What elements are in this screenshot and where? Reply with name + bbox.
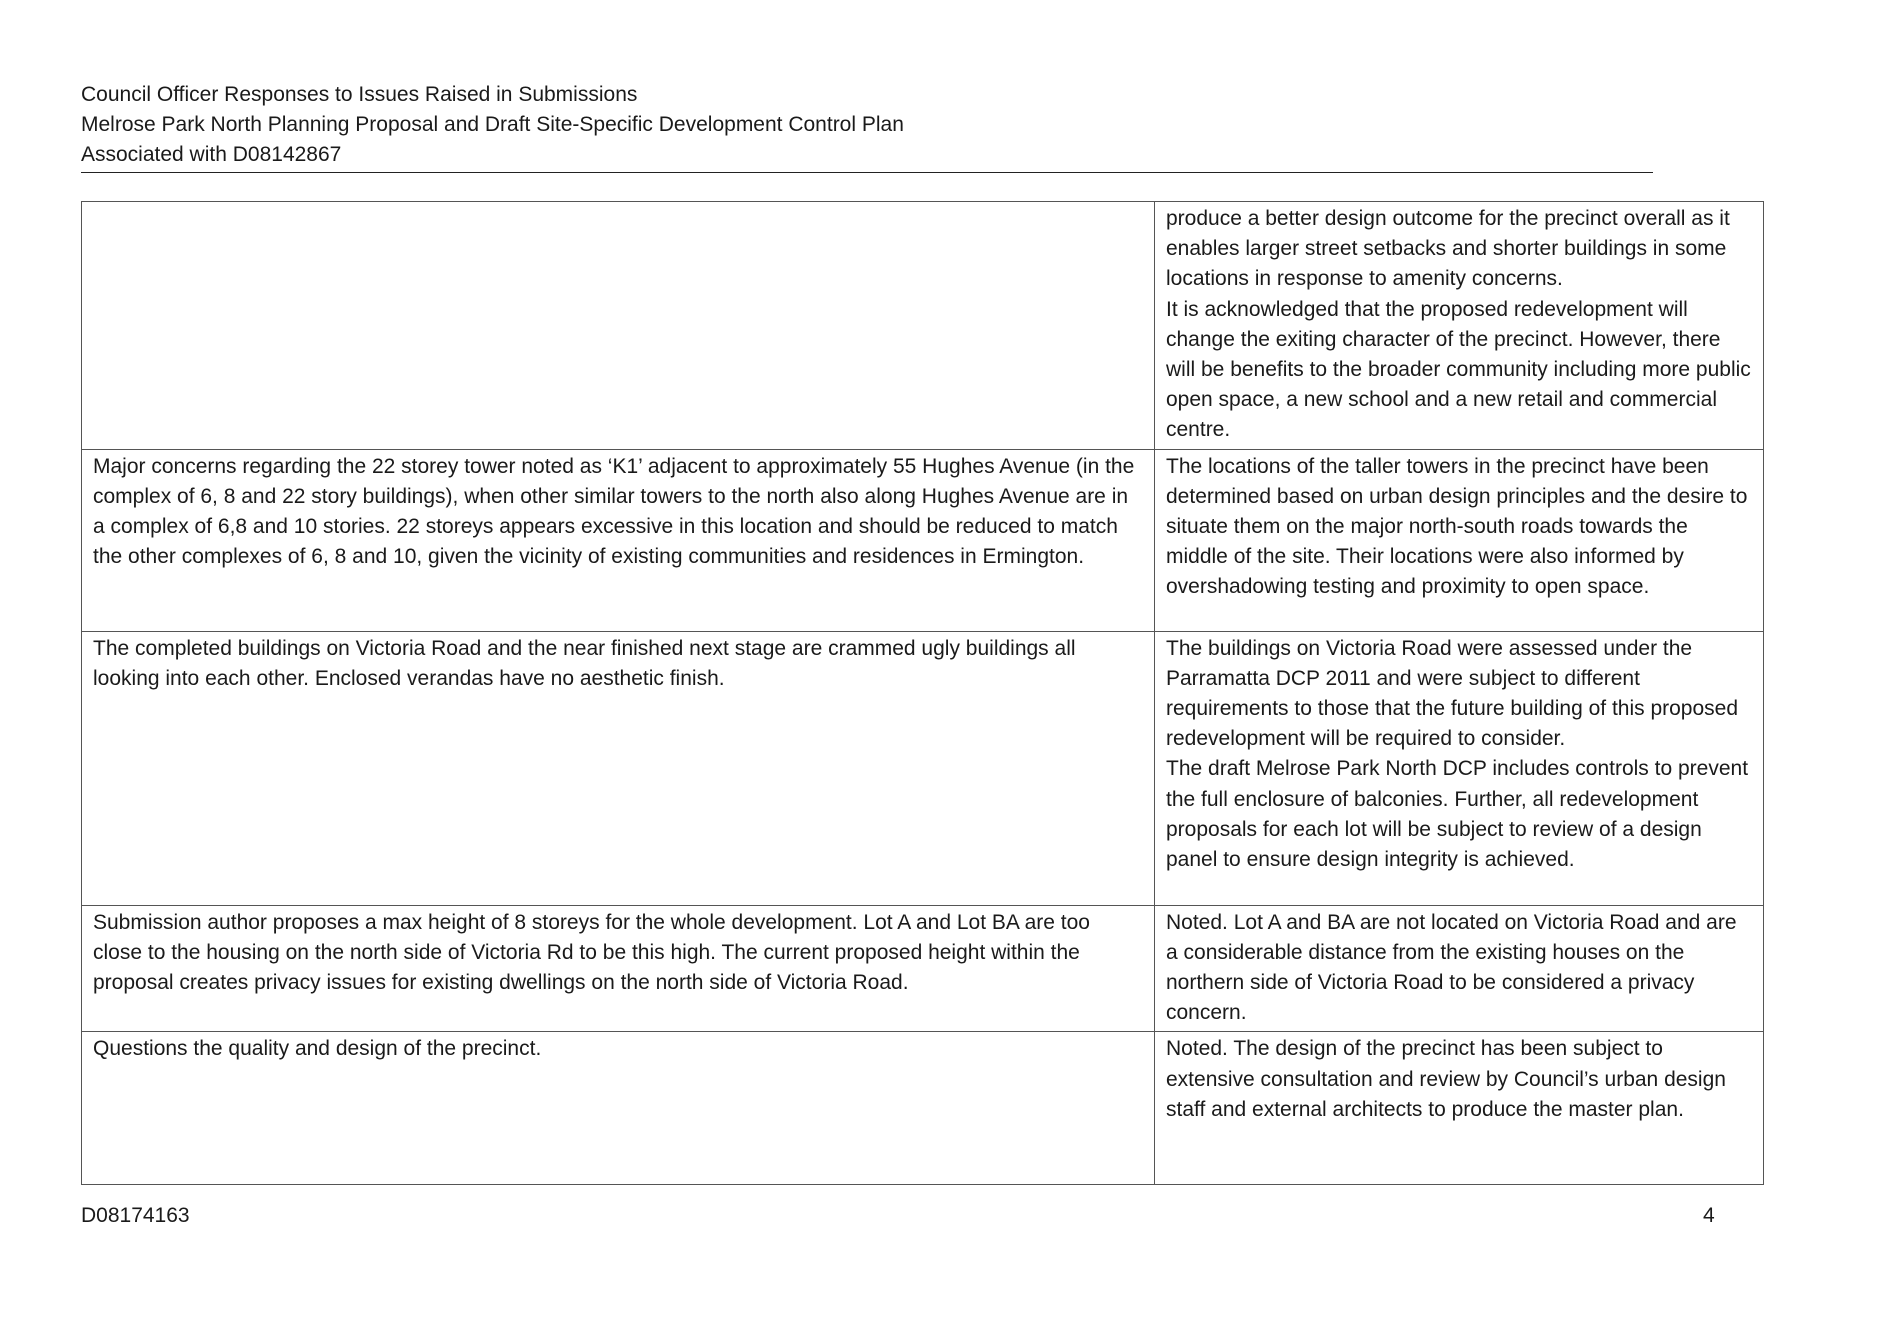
header-subtitle: Melrose Park North Planning Proposal and Draft Site-Specific Development Control Plan (81, 113, 904, 136)
responses-table (81, 201, 1764, 1185)
document-header (81, 80, 1653, 173)
issue-cell (82, 202, 1155, 450)
issue-cell: The completed buildings on Victoria Road and the near finished next stage are crammed ugly buildings all looking into each other. Enclosed verandas have no aesthetic finish. (82, 631, 1155, 905)
footer-document-id: D08174163 (81, 1204, 190, 1227)
response-paragraph: The buildings on Victoria Road were assessed under the Parramatta DCP 2011 and were subject to different requirements to those that the future building of this proposed redevelopment will be required to consider. (1166, 636, 1739, 751)
page-number: 4 (1703, 1204, 1715, 1227)
response-cell (1155, 202, 1764, 450)
response-paragraph: It is acknowledged that the proposed redevelopment will change the exiting character of the precinct. However, there will be benefits to the broader community including more public open space, a new school and a new retail and commercial centre. (1166, 297, 1751, 442)
table-row (82, 631, 1764, 905)
table-row (82, 905, 1764, 1032)
issue-cell: Submission author proposes a max height of 8 storeys for the whole development. Lot A and Lot BA are too close to the housing on the north side of Victoria Rd to be this high. The current proposed height within the proposal creates privacy issues for existing dwellings on the north side of Victoria Road. (82, 905, 1155, 1032)
header-title: Council Officer Responses to Issues Raised in Submissions (81, 83, 638, 106)
response-paragraph: Noted. Lot A and BA are not located on Victoria Road and are a considerable distance from the existing houses on the northern side of Victoria Road to be considered a privacy concern. (1166, 910, 1737, 1025)
response-cell (1155, 449, 1764, 631)
table-row (82, 449, 1764, 631)
response-paragraph: produce a better design outcome for the precinct overall as it enables larger street setbacks and shorter buildings in some locations in response to amenity concerns. (1166, 207, 1730, 291)
response-cell (1155, 905, 1764, 1032)
header-reference: Associated with D08142867 (81, 143, 342, 166)
response-paragraph: The draft Melrose Park North DCP includes controls to prevent the full enclosure of balconies. Further, all redevelopment proposals for each lot will be subject to review of a design panel to ensure design integrity is achieved. (1166, 757, 1749, 872)
response-cell (1155, 1032, 1764, 1185)
table-row (82, 202, 1764, 450)
response-cell (1155, 631, 1764, 905)
issue-cell: Questions the quality and design of the precinct. (82, 1032, 1155, 1185)
table-row (82, 1032, 1764, 1185)
response-paragraph: Noted. The design of the precinct has been subject to extensive consultation and review by Council’s urban design staff and external architects to produce the master plan. (1166, 1037, 1726, 1121)
issue-cell: Major concerns regarding the 22 storey tower noted as ‘K1’ adjacent to approximately 55 Hughes Avenue (in the complex of 6, 8 and 22 story buildings), when other similar towers to the north also along Hughes Avenue are in a complex of 6,8 and 10 stories. 22 storeys appears excessive in this location and should be reduced to match the other complexes of 6, 8 and 10, given the vicinity of existing communities and residences in Ermington. (82, 449, 1155, 631)
response-paragraph: The locations of the taller towers in the precinct have been determined based on urban design principles and the desire to situate them on the major north-south roads towards the middle of the site. Their locations were also informed by overshadowing testing and proximity to open space. (1166, 454, 1748, 599)
